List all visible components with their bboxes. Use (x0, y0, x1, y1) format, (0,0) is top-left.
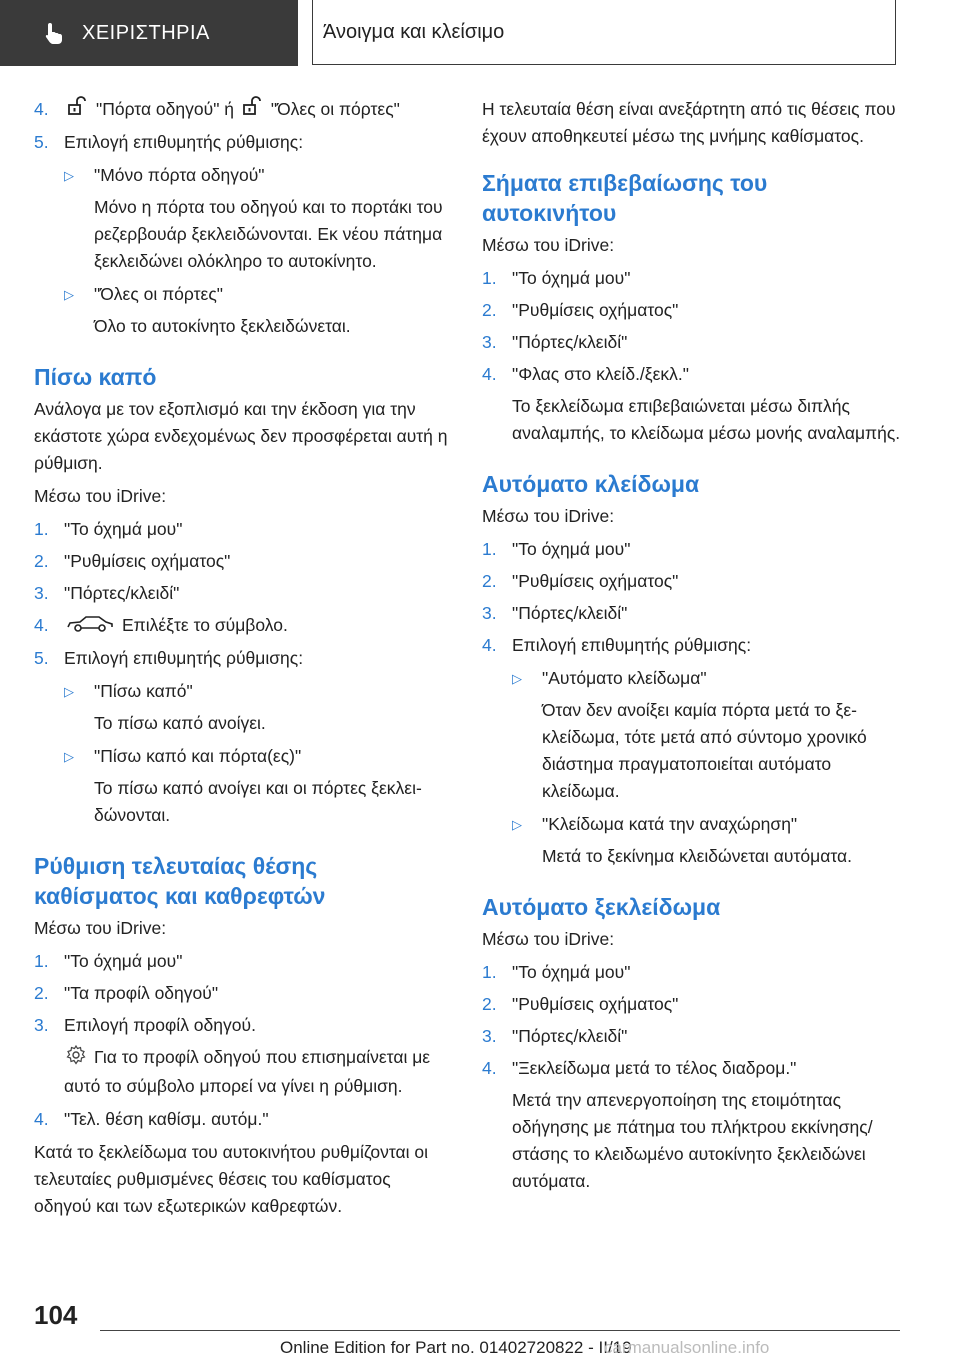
heading-autolock: Αυτόματο κλείδωμα (482, 471, 700, 497)
list-item: 4. Επιλέξτε το σύμβολο. (34, 612, 448, 640)
section-tab (0, 0, 298, 66)
list-item: 4. "Τελ. θέση καθίσμ. αυτόμ." (34, 1108, 269, 1129)
page-header (0, 0, 960, 66)
list-item: 2. "Ρυθμίσεις οχήματος" (482, 571, 679, 591)
option-item: ▷ "Κλείδωμα κατά την αναχώρηση" (482, 811, 902, 838)
chapter-title: Άνοιγμα και κλείσιμο (323, 20, 505, 43)
chapter-box (312, 0, 896, 65)
list-item: 4. "Ξεκλείδωμα μετά το τέλος διαδρομ." (482, 1058, 797, 1078)
right-column: Η τελευταία θέση είναι ανεξάρτητη από τις θέσεις που έχουν αποθηκευτεί μέσω της μνήμης καθίσματος. Σήματα επιβεβαίωσης του αυτοκινήτου Μέσω του iDrive: 1. "Το όχημά μου" 2. "Ρυθμίσεις οχήματος" 3. "Πόρτες/κλειδί" 4. "Φλας στο κλείδ./ξεκλ." Το ξεκλείδωμα επιβεβαιώνεται μέσω διπλής αναλαμπής, το κλείδωμα μέσω μονής αναλαμπής. Αυτόματο κλείδωμα Μέσω του iDrive: 1. "Το όχημά μου" 2. "Ρυθμίσεις οχήματος" 3. "Πόρτες/κλειδί" 4. Επιλογή επιθυμητής ρύθμισης: ▷ "Αυτόματο κλείδωμα" Όταν δεν ανοίξει καμία πόρτα μετά το ξεκλείδωμα, τότε μετά από σύντομο χρονικό διάστημα πραγματοποιείται αυτόματο κλείδωμα. ▷ "Κλείδωμα κατά την αναχώρηση" Μετά το ξεκίνημα κλειδώνεται αυτόματα. Αυτόματο ξεκλείδωμα Μέσω του iDrive: 1. "Το όχημά μου" 2. "Ρυθμίσεις οχήματος" 3. "Πόρτες/κλειδί" 4. "Ξεκλείδωμα μετά το τέλος διαδρομ." Μετά την απενεργοποίηση της ετοιμότητας οδήγησης με πάτημα του πλήκτρου εκκίνησης/στάσης το κλειδωμένο αυτοκίνητο ξεκλειδώνει αυτόματα. (482, 99, 901, 1191)
list-item: 2. "Τα προφίλ οδηγού" (34, 983, 219, 1004)
list-item: 4. "Φλας στο κλείδ./ξεκλ." (482, 364, 689, 384)
list-item: 1. "Το όχημά μου" (482, 539, 631, 559)
list-item: 2. "Ρυθμίσεις οχήματος" (482, 994, 679, 1014)
option-item: ▷ "Αυτόματο κλείδωμα" (482, 665, 902, 692)
door-unlock-icon (66, 96, 88, 124)
list-item: 2. "Ρυθμίσεις οχήματος" (482, 300, 679, 320)
heading-seat: Ρύθμιση τελευταίας θέσης καθίσματος και καθρεφτών (34, 853, 326, 910)
profile-note: Για το προφίλ οδηγού που επισημαίνεται με αυτό το σύμβολο μπορεί να γίνει η ρύθμιση. (34, 1044, 448, 1099)
triangle-bullet-icon: ▷ (512, 817, 522, 832)
list-item: 1. "Το όχημά μου" (34, 951, 183, 972)
footer-divider (100, 1330, 900, 1331)
heading-confirm: Σήματα επιβεβαίωσης του αυτοκινήτου (482, 170, 768, 226)
edition-text: Online Edition for Part no. 01402720822 - II/19 (280, 1338, 632, 1357)
triangle-bullet-icon: ▷ (64, 749, 74, 765)
list-item: 1. "Το όχημά μου" (482, 962, 631, 982)
list-item: 3. "Πόρτες/κλειδί" (34, 583, 180, 604)
list-item: 3. "Πόρτες/κλειδί" (482, 1026, 628, 1046)
option-item: ▷ "Μόνο πόρτα οδηγού" (34, 162, 448, 189)
heading-trunk: Πίσω καπό (34, 364, 157, 391)
list-item: 4. Επιλογή επιθυμητής ρύθμισης: (482, 635, 752, 655)
list-item: 3. "Πόρτες/κλειδί" (482, 332, 628, 352)
list-item: 3. Επιλογή προφίλ οδηγού. (34, 1015, 256, 1036)
option-item: ▷ "Όλες οι πόρτες" (34, 281, 448, 308)
list-item: 3. "Πόρτες/κλειδί" (482, 603, 628, 623)
gear-icon (66, 1045, 86, 1073)
list-item: 4. "Πόρτα οδηγού" ή "Όλες οι πόρτες" (34, 96, 448, 124)
list-item: 5. Επιλογή επιθυμητής ρύθμισης: (34, 132, 304, 153)
list-item: 1. "Το όχημά μου" (482, 268, 631, 288)
option-item: ▷ "Πίσω καπό και πόρτα(ες)" (34, 743, 448, 770)
page-number: 104 (34, 1300, 78, 1330)
heading-autounlock: Αυτόματο ξεκλείδωμα (482, 894, 721, 920)
list-item: 1. "Το όχημά μου" (34, 519, 183, 540)
section-title: ΧΕΙΡΙΣΤΗΡΙΑ (82, 21, 210, 44)
item-text: "Πόρτα οδηγού" ή (96, 99, 235, 119)
option-item: ▷ "Πίσω καπό" (34, 678, 448, 705)
triangle-bullet-icon: ▷ (64, 168, 74, 184)
triangle-bullet-icon: ▷ (64, 287, 74, 303)
list-item: 2. "Ρυθμίσεις οχήματος" (34, 551, 231, 572)
car-trunk-icon (66, 613, 114, 640)
triangle-bullet-icon: ▷ (512, 671, 522, 686)
triangle-bullet-icon: ▷ (64, 684, 74, 700)
doors-unlock-icon (241, 96, 263, 124)
list-item: 5. Επιλογή επιθυμητής ρύθμισης: (34, 648, 304, 669)
left-column: 4. "Πόρτα οδηγού" ή "Όλες οι πόρτες" 5. Επιλογή επιθυμητής ρύθμισης: ▷ "Μόνο πόρτα οδηγού" Μόνο η πόρτα του οδηγού και το πορτάκι του ρεζερβουάρ ξεκλειδώνονται. Εκ νέου πάτημα ξεκλειδώνει ολόκληρο το αυτοκίνητο. ▷ "Όλες οι πόρτες" Όλο το αυτοκίνητο ξεκλειδώνεται. Πίσω καπό Ανάλογα με τον εξοπλισμό και την έκδοση για την εκάστοτε χώρα ενδεχομένως δεν προσφέρεται αυτή η ρύθμιση. Μέσω του iDrive: 1. "Το όχημά μου" 2. "Ρυθμίσεις οχήματος" 3. "Πόρτες/κλειδί" 4. Επιλέξτε το σύμβολο. 5. Επιλογή επιθυμητής ρύθμισης: ▷ "Πίσω καπό" Το πίσω καπό ανοίγει. ▷ "Πίσω καπό και πόρτα(ες)" Το πίσω καπό ανοίγει και οι πόρτες ξεκλειδώνονται. Ρύθμιση τελευταίας θέσης καθίσματος και καθρεφτών Μέσω του iDrive: 1. "Το όχημά μου" 2. "Τα προφίλ οδηγού" 3. Επιλογή προφίλ οδηγού. Για το προφίλ οδηγού που επισημαίνεται με αυτό το σύμβολο μπορεί να γίνει η ρύθμιση. 4. "Τελ. θέση καθίσμ. αυτόμ." Κατά το ξεκλείδωμα του αυτοκινήτου ρυθμίζονται οι τελευταίες ρυθμισμένες θέσεις του καθίσματος οδηγού και των εξωτερικών καθρεφτών. (34, 96, 448, 1220)
hand-pointer-icon (40, 19, 68, 47)
item-text: "Όλες οι πόρτες" (270, 99, 400, 119)
watermark: carmanualsonline.info (604, 1338, 770, 1357)
